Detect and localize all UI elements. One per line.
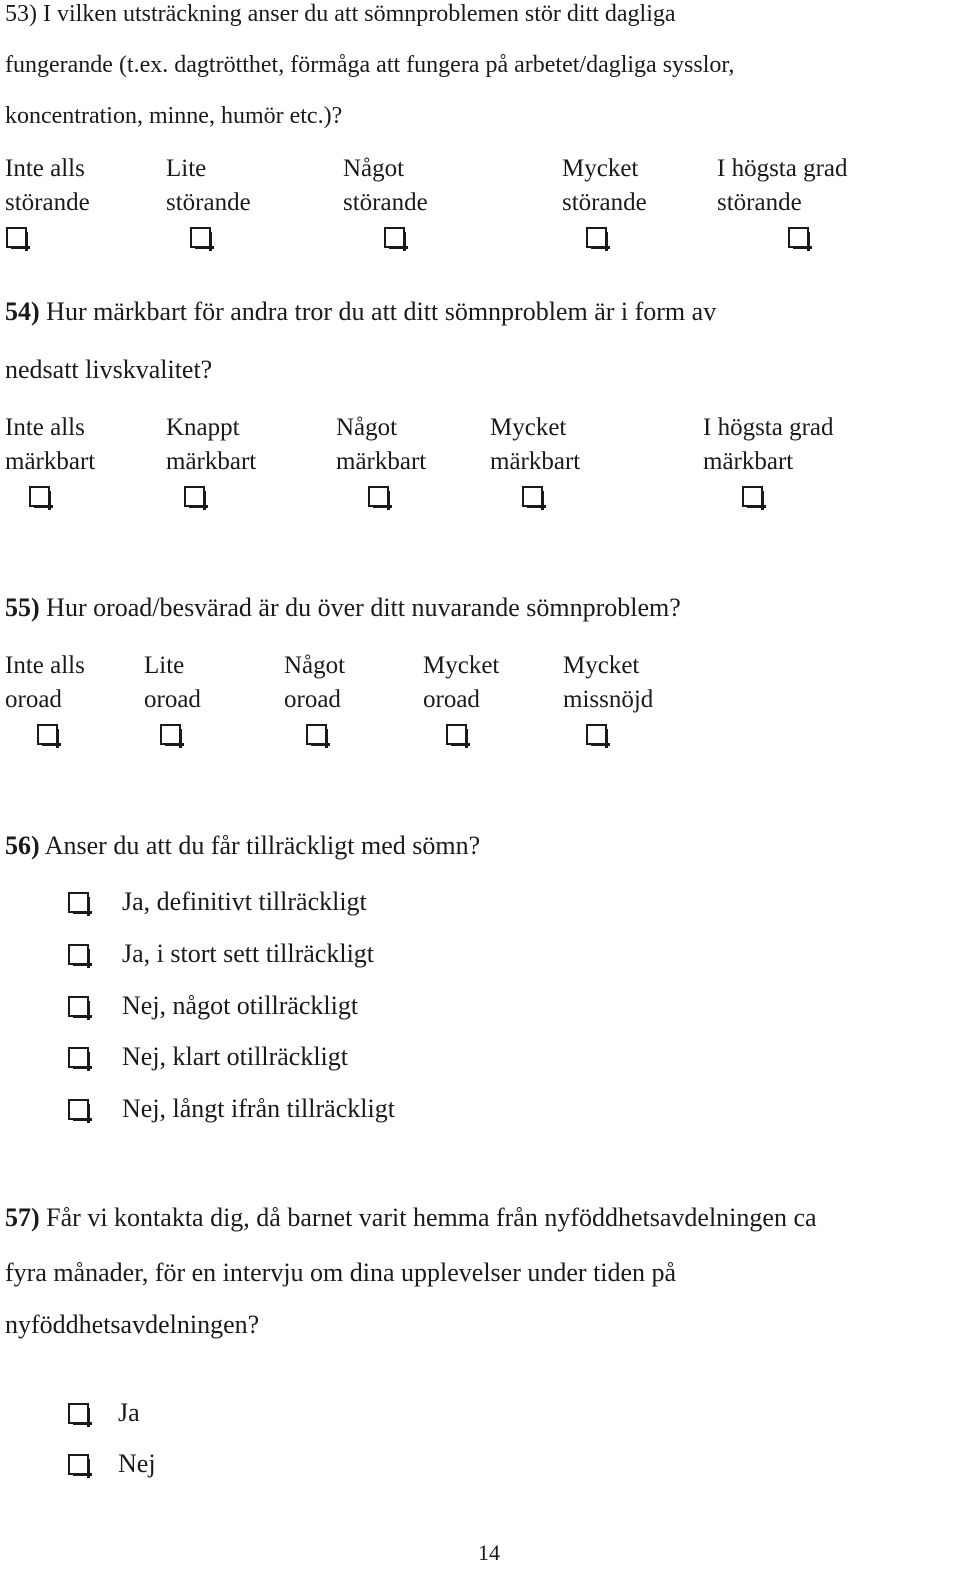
q54-option-3-checkbox[interactable] — [368, 486, 389, 507]
q54-option-4-label: Mycket märkbart — [490, 414, 581, 475]
q53-option-3-label: Något störande — [343, 155, 428, 216]
q57-text-line-3: nyföddhetsavdelningen? — [5, 1310, 260, 1339]
q54-text-line-1: 54) Hur märkbart för andra tror du att ditt sömnproblem är i form av — [5, 297, 717, 326]
q54-option-1-label: Inte alls märkbart — [5, 414, 96, 475]
q53-option-5-checkbox[interactable] — [788, 227, 809, 248]
q56-option-2-checkbox[interactable] — [68, 944, 89, 965]
q53-text-line-2: fungerande (t.ex. dagtrötthet, förmåga att fungera på arbetet/dagliga sysslor, — [5, 52, 735, 78]
q57-text-line-1: 57) Får vi kontakta dig, då barnet varit hemma från nyföddhetsavdelningen ca — [5, 1203, 817, 1232]
q53-option-4-checkbox[interactable] — [586, 227, 607, 248]
q56-option-3-checkbox[interactable] — [68, 996, 89, 1017]
q56-text: 56) Anser du att du får tillräckligt med sömn? — [5, 831, 481, 860]
q56-option-2-label: Ja, i stort sett tillräckligt — [122, 939, 375, 968]
q54-option-2-label: Knappt märkbart — [166, 414, 257, 475]
q54-option-4-checkbox[interactable] — [522, 486, 543, 507]
q55-option-3-label: Något oroad — [284, 652, 346, 713]
q55-option-1-label: Inte alls oroad — [5, 652, 85, 713]
q55-option-2-checkbox[interactable] — [160, 724, 181, 745]
q53-option-3-checkbox[interactable] — [384, 227, 405, 248]
q55-option-2-label: Lite oroad — [144, 652, 201, 713]
q53-option-4-label: Mycket störande — [562, 155, 647, 216]
q53-option-1-label: Inte alls störande — [5, 155, 90, 216]
q54-option-3-label: Något märkbart — [336, 414, 427, 475]
q54-option-5-checkbox[interactable] — [742, 486, 763, 507]
q54-option-5-label: I högsta grad märkbart — [703, 414, 834, 475]
q54-option-1-checkbox[interactable] — [29, 486, 50, 507]
q54-text-line-2: nedsatt livskvalitet? — [5, 355, 213, 384]
q55-text: 55) Hur oroad/besvärad är du över ditt nuvarande sömnproblem? — [5, 593, 681, 622]
q53-option-2-label: Lite störande — [166, 155, 251, 216]
q56-option-4-checkbox[interactable] — [68, 1047, 89, 1068]
q55-option-3-checkbox[interactable] — [306, 724, 327, 745]
q57-option-no-checkbox[interactable] — [68, 1454, 89, 1475]
q55-option-4-label: Mycket oroad — [423, 652, 500, 713]
page-number: 14 — [478, 1540, 500, 1565]
q55-option-5-label: Mycket missnöjd — [563, 652, 654, 713]
q53-text-line-1: 53) I vilken utsträckning anser du att sömnproblemen stör ditt dagliga — [5, 1, 676, 27]
q56-option-5-checkbox[interactable] — [68, 1099, 89, 1120]
q56-option-1-label: Ja, definitivt tillräckligt — [122, 887, 367, 916]
q57-option-yes-checkbox[interactable] — [68, 1403, 89, 1424]
q53-option-1-checkbox[interactable] — [6, 227, 27, 248]
q53-option-5-label: I högsta grad störande — [717, 155, 848, 216]
q53-text-line-3: koncentration, minne, humör etc.)? — [5, 103, 343, 129]
q54-option-2-checkbox[interactable] — [184, 486, 205, 507]
q57-option-yes-label: Ja — [118, 1398, 140, 1427]
q56-option-1-checkbox[interactable] — [68, 892, 89, 913]
q56-option-4-label: Nej, klart otillräckligt — [122, 1042, 348, 1071]
q57-text-line-2: fyra månader, för en intervju om dina upplevelser under tiden på — [5, 1258, 677, 1287]
q53-option-2-checkbox[interactable] — [190, 227, 211, 248]
q56-option-3-label: Nej, något otillräckligt — [122, 991, 359, 1020]
q56-option-5-label: Nej, långt ifrån tillräckligt — [122, 1094, 395, 1123]
q55-option-4-checkbox[interactable] — [446, 724, 467, 745]
q57-option-no-label: Nej — [118, 1449, 156, 1478]
q55-option-1-checkbox[interactable] — [37, 724, 58, 745]
q55-option-5-checkbox[interactable] — [586, 724, 607, 745]
